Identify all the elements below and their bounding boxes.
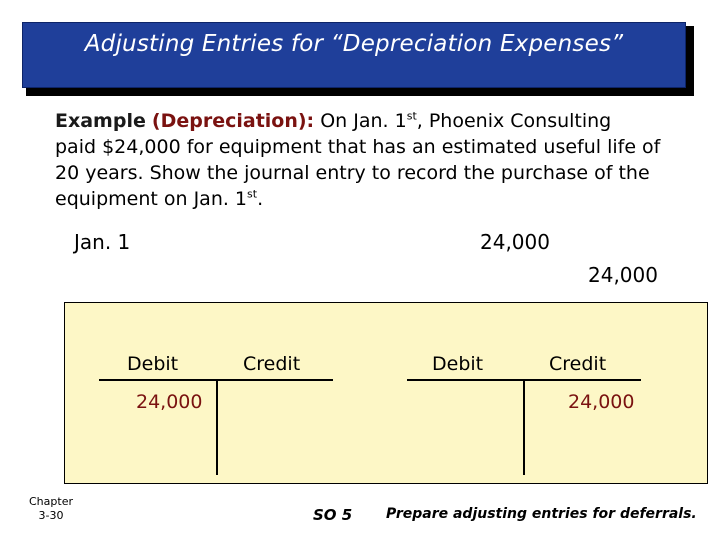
right-t-credit-label: Credit	[549, 353, 607, 375]
example-line1-rest: , Phoenix Consulting	[416, 110, 612, 132]
example-label: Example	[55, 110, 146, 132]
slide-title: Adjusting Entries for “Depreciation Expenses”	[84, 31, 624, 57]
title-banner	[22, 22, 686, 88]
journal-debit-amount: 24,000	[480, 230, 550, 254]
left-t-debit-label: Debit	[127, 353, 179, 375]
t-accounts-panel	[64, 302, 708, 484]
left-t-vertical-line	[216, 379, 218, 475]
example-body: paid $24,000 for equipment that has an estimated useful life of 20 years. Show the journal entry to record the purchase of the equipment on Jan. 1	[55, 136, 661, 210]
right-t-vertical-line	[523, 379, 525, 475]
left-t-debit-value: 24,000	[136, 391, 203, 413]
right-t-credit-value: 24,000	[568, 391, 635, 413]
study-objective-number: SO 5	[313, 506, 353, 524]
example-paragraph	[55, 108, 675, 212]
example-date: On Jan. 1	[320, 110, 407, 132]
left-t-credit-label: Credit	[243, 353, 301, 375]
example-topic-label: (Depreciation):	[151, 110, 315, 132]
study-objective-text: Prepare adjusting entries for deferrals.	[386, 506, 697, 522]
right-t-debit-label: Debit	[432, 353, 484, 375]
end-date-suffix: st	[247, 187, 258, 201]
example-first-line	[55, 108, 675, 134]
date-suffix: st	[406, 109, 417, 123]
chapter-label	[16, 495, 86, 523]
example-end-period: .	[257, 188, 264, 210]
journal-date: Jan. 1	[74, 230, 131, 254]
chapter-number: 3-30	[38, 509, 64, 522]
chapter-word: Chapter	[29, 495, 73, 508]
journal-credit-amount: 24,000	[588, 263, 658, 287]
